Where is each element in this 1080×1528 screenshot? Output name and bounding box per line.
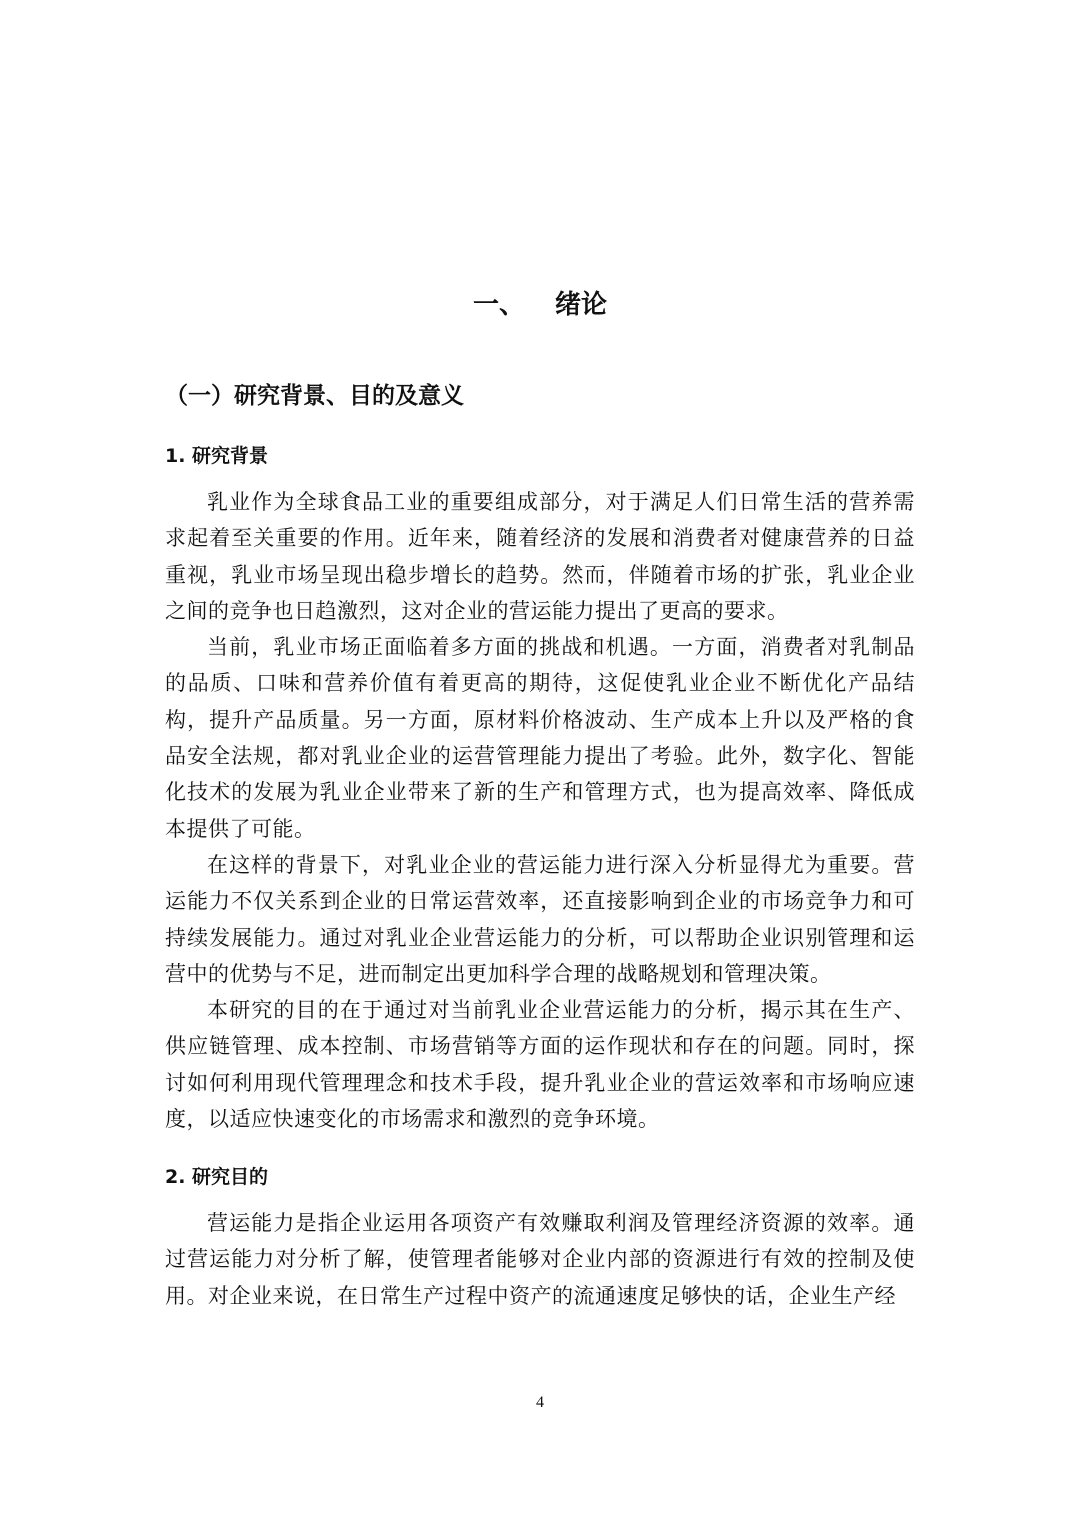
subsection-body-background [165,484,915,1137]
paragraph: 本研究的目的在于通过对当前乳业企业营运能力的分析，揭示其在生产、供应链管理、成本控制、市场营销等方面的运作现状和存在的问题。同时，探讨如何利用现代管理理念和技术手段，提升乳业企业的营运效率和市场响应速度，以适应快速变化的市场需求和激烈的竞争环境。 [165,998,915,1132]
subsection-title-purpose: 2. 研究目的 [165,1166,269,1188]
paragraph: 在这样的背景下，对乳业企业的营运能力进行深入分析显得尤为重要。营运能力不仅关系到企业的日常运营效率，还直接影响到企业的市场竞争力和可持续发展能力。通过对乳业企业营运能力的分析，可以帮助企业识别管理和运营中的优势与不足，进而制定出更加科学合理的战略规划和管理决策。 [165,852,915,986]
chapter-title [165,285,915,325]
paragraph: 乳业作为全球食品工业的重要组成部分，对于满足人们日常生活的营养需求起着至关重要的作用。近年来，随着经济的发展和消费者对健康营养的日益重视，乳业市场呈现出稳步增长的趋势。然而，伴随着市场的扩张，乳业企业之间的竞争也日趋激烈，这对企业的营运能力提出了更高的要求。 [165,490,915,623]
subsection-title-background: 1. 研究背景 [165,445,269,467]
subsection-body-purpose [165,1205,915,1314]
page-number: 4 [536,1394,544,1411]
paragraph: 营运能力是指企业运用各项资产有效赚取利润及管理经济资源的效率。通过营运能力对分析了解，使管理者能够对企业内部的资源进行有效的控制及使用。对企业来说，在日常生产过程中资产的流通速度足够快的话，企业生产经 [165,1211,915,1308]
chapter-number: 一、 [472,290,525,320]
chapter-title-text: 绪论 [555,290,608,320]
section-title: （一）研究背景、目的及意义 [165,383,464,409]
paragraph: 当前，乳业市场正面临着多方面的挑战和机遇。一方面，消费者对乳制品的品质、口味和营养价值有着更高的期待，这促使乳业企业不断优化产品结构，提升产品质量。另一方面，原材料价格波动、生产成本上升以及严格的食品安全法规，都对乳业企业的运营管理能力提出了考验。此外，数字化、智能化技术的发展为乳业企业带来了新的生产和管理方式，也为提高效率、降低成本提供了可能。 [165,635,915,841]
